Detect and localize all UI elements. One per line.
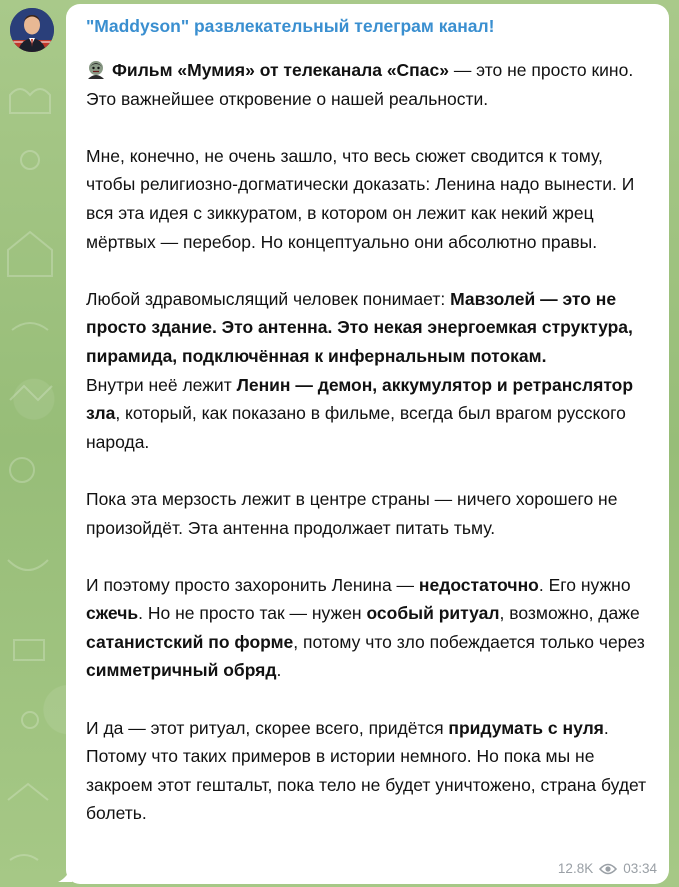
paragraph-3-text: Любой здравомыслящий человек понимает: [86,288,451,309]
avatar-icon [10,8,54,52]
channel-name[interactable]: "Maddyson" развлекательный телеграм канал! [86,16,495,36]
paragraph-7-text-1: И да — этот ритуал, скорее всего, придётся [86,717,449,738]
paragraph-6 [86,571,651,685]
paragraph-7 [86,714,651,828]
paragraph-6-text-6: . [276,660,282,681]
eye-icon [599,863,617,875]
message-meta [558,861,657,876]
background-doodles [0,0,70,887]
paragraph-4-bold: Ленин — демон, аккумулятор и ретранслятор зла [86,374,634,424]
view-count: 12.8K [557,861,594,876]
paragraph-3-bold: Мавзолей — это не просто здание. Это антенна. Это некая энергоемкая структура, пирамида, подключённая к инфернальным потокам. [86,288,633,366]
paragraph-6-text-4: , возможно, даже [499,603,640,624]
paragraph-6-text-5: , потому что зло побеждается только через [293,631,645,652]
paragraph-4-text-1: Внутри неё лежит [86,374,237,395]
message-bubble [66,4,669,884]
paragraph-7-bold: придумать с нуля [448,717,604,738]
paragraph-6-text-1: И поэтому просто захоронить Ленина — [86,574,419,595]
paragraph-7-text-2: . Потому что таких примеров в истории немного. Но пока мы не закроем этот гештальт, пока тело не будет уничтожено, страна будет болеть. [86,717,647,824]
paragraph-4 [86,371,651,457]
message-time: 03:34 [623,861,657,876]
channel-avatar[interactable] [10,8,54,52]
message-text [86,56,651,828]
paragraph-6-bold-2: сжечь [86,603,139,624]
paragraph-6-bold-4: сатанистский по форме [86,631,294,652]
paragraph-6-bold-5: симметричный обряд [86,660,277,681]
paragraph-1-bold: Фильм «Мумия» от телеканала «Спас» [112,60,449,80]
paragraph-6-bold-3: особый ритуал [366,603,500,624]
vampire-emoji-icon [86,59,106,79]
paragraph-1-text: — это не просто кино. Это важнейшее откровение о нашей реальности. [86,60,634,109]
paragraph-2: Мне, конечно, не очень зашло, что весь сюжет сводится к тому, чтобы религиозно-догматически доказать: Ленина надо вынести. И вся эта идея с зиккуратом, в котором он лежит как некий жрец мёртвых — перебор. Но концептуально они абсолютно правы. [86,145,635,252]
paragraph-6-bold-1: недостаточно [418,574,539,595]
paragraph-1 [86,56,651,113]
paragraph-4-text-2: , который, как показано в фильме, всегда был врагом русского народа. [86,403,626,452]
paragraph-5: Пока эта мерзость лежит в центре страны — ничего хорошего не произойдёт. Эта антенна продолжает питать тьму. [86,488,618,538]
paragraph-3 [86,285,651,371]
paragraph-6-text-3: . Но не просто так — нужен [138,603,367,624]
paragraph-6-text-2: . Его нужно [538,574,631,595]
